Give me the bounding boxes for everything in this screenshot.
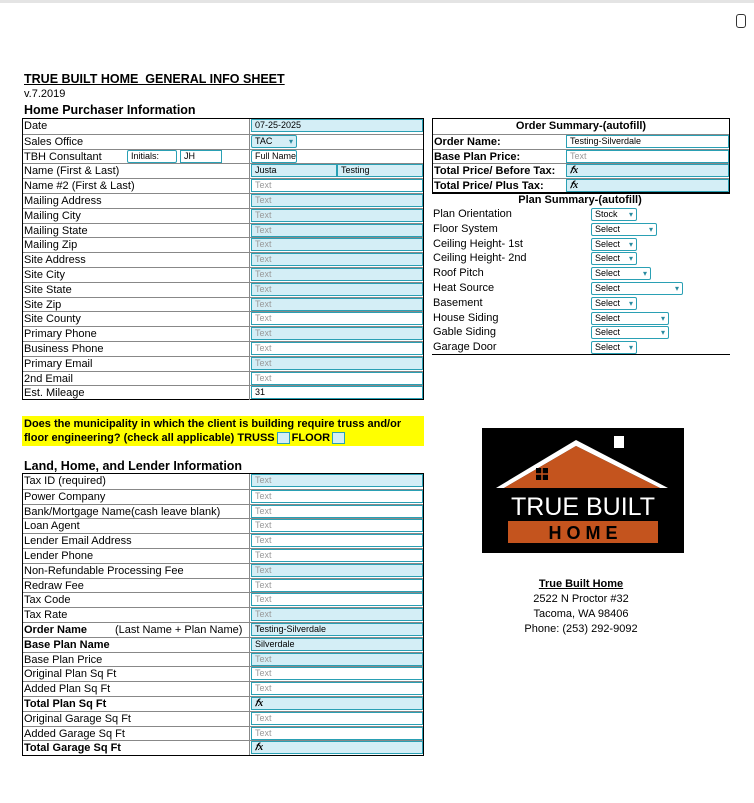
land-row [23, 474, 423, 489]
plan-row-label: Heat Source [433, 282, 495, 294]
purchaser-row-label: Primary Phone [24, 328, 97, 341]
land-row-label: Redraw Fee [24, 579, 84, 592]
purchaser-field[interactable]: Justa [251, 164, 337, 177]
purchaser-row [23, 385, 423, 400]
plan-select[interactable]: Select ▾ [591, 238, 637, 251]
order-summary-title: Order Summary-(autofill) [515, 120, 647, 132]
land-row-label: Power Company [24, 490, 106, 503]
purchaser-row [23, 356, 423, 371]
purchaser-row-label: Mailing City [24, 209, 81, 222]
purchaser-field[interactable]: Text [251, 238, 423, 251]
plan-summary [432, 192, 730, 355]
land-row [23, 518, 423, 533]
plan-select[interactable]: Select ▾ [591, 326, 669, 339]
purchaser-field[interactable]: Text [251, 342, 423, 355]
purchaser-row [23, 223, 423, 238]
plan-select[interactable]: Select ▾ [591, 282, 683, 295]
purchaser-row-label: 2nd Email [24, 372, 73, 385]
purchaser-field[interactable]: Full Name [251, 150, 297, 163]
plan-select[interactable]: Select ▾ [591, 267, 651, 280]
land-row [23, 652, 423, 667]
purchaser-field[interactable]: Text [251, 327, 423, 340]
land-row-label: Non-Refundable Processing Fee [24, 564, 184, 577]
land-row-label: Base Plan Name [24, 638, 110, 651]
purchaser-row [23, 178, 423, 193]
land-field[interactable]: Text [251, 667, 423, 680]
purchaser-row-label: Est. Mileage [24, 387, 85, 400]
plan-select[interactable]: Select ▾ [591, 297, 637, 310]
purchaser-row-label: Business Phone [24, 343, 104, 355]
plan-row-label: Floor System [433, 222, 498, 235]
land-row [23, 711, 423, 726]
land-row [23, 548, 423, 563]
purchaser-row-label: TBH Consultant [24, 150, 102, 163]
plan-row-label: Basement [433, 296, 483, 309]
plan-row [432, 251, 728, 266]
plan-select[interactable]: Select ▾ [591, 312, 669, 325]
purchaser-row [23, 237, 423, 252]
land-row-label-extra: (Last Name + Plan Name) [115, 624, 243, 636]
purchaser-field[interactable]: Text [251, 253, 423, 266]
purchaser-field[interactable]: Text [251, 224, 423, 237]
purchaser-table [22, 118, 424, 400]
land-row [23, 637, 423, 652]
land-field[interactable]: Text [251, 564, 423, 577]
plan-row [432, 281, 728, 296]
order-field[interactable]: 𝑓x [566, 179, 729, 192]
land-row [23, 666, 423, 681]
land-row-label: Added Garage Sq Ft [24, 727, 125, 740]
logo-text-bottom: H O M E [548, 523, 618, 543]
plan-row [432, 222, 728, 237]
purchaser-row-label: Site City [24, 269, 65, 281]
purchaser-row-label: Name (First & Last) [24, 165, 120, 178]
plan-select[interactable]: Select ▾ [591, 341, 637, 354]
purchaser-row-label: Primary Email [24, 357, 93, 370]
land-row-label: Tax Rate [24, 609, 68, 622]
company-city: Tacoma, WA 98406 [533, 608, 629, 620]
initials-label: Initials: [127, 150, 177, 163]
purchaser-row-label: Mailing Zip [24, 239, 78, 252]
land-field[interactable]: 𝑓x [251, 697, 423, 710]
initials-input[interactable]: JH [180, 150, 222, 163]
purchaser-field[interactable]: Text [251, 179, 423, 192]
land-field[interactable]: Testing-Silverdale [251, 623, 423, 636]
plan-row [432, 296, 728, 311]
plan-select[interactable]: Select ▾ [591, 223, 657, 236]
purchaser-row [23, 326, 423, 341]
order-field[interactable]: Text [566, 150, 729, 163]
land-row [23, 578, 423, 593]
truss-label: TRUSS [237, 432, 275, 444]
plan-row [432, 325, 728, 340]
land-row [23, 607, 423, 622]
land-row [23, 740, 423, 755]
land-field[interactable]: Text [251, 682, 423, 695]
land-row [23, 622, 423, 637]
land-field[interactable]: Text [251, 653, 423, 666]
truss-checkbox[interactable] [277, 432, 290, 444]
order-summary [432, 118, 730, 194]
purchaser-field[interactable]: Text [251, 283, 423, 296]
land-row-label: Tax Code [24, 594, 71, 607]
purchaser-row [23, 208, 423, 223]
purchaser-field[interactable]: Text [251, 298, 423, 311]
land-row-label: Tax ID (required) [24, 475, 106, 487]
land-field[interactable]: Text [251, 712, 423, 725]
land-row [23, 533, 423, 548]
purchaser-heading: Home Purchaser Information [24, 103, 196, 117]
purchaser-row [23, 149, 423, 164]
purchaser-row [23, 134, 423, 149]
plan-row-label: Ceiling Height- 2nd [433, 252, 527, 265]
land-row-label: Original Garage Sq Ft [24, 712, 131, 725]
purchaser-row [23, 252, 423, 267]
purchaser-field[interactable]: Text [251, 372, 423, 385]
purchaser-row-label: Sales Office [24, 135, 84, 148]
purchaser-row-label: Mailing Address [24, 195, 102, 207]
logo-text-top: TRUE BUILT [511, 493, 655, 521]
land-row [23, 504, 423, 519]
purchaser-field[interactable]: Text [251, 209, 423, 222]
land-field[interactable]: Silverdale [251, 638, 423, 651]
order-row-label: Total Price/ Plus Tax: [434, 180, 544, 193]
land-row-label: Total Plan Sq Ft [24, 698, 107, 710]
purchaser-row [23, 267, 423, 282]
land-row-label: Lender Phone [24, 550, 94, 562]
land-field[interactable]: Text [251, 579, 423, 592]
purchaser-row-label: Site County [24, 313, 81, 326]
purchaser-row [23, 371, 423, 386]
order-field[interactable]: 𝑓x [566, 164, 729, 177]
purchaser-field[interactable]: TAC ▾ [251, 135, 297, 148]
land-row [23, 563, 423, 578]
purchaser-row-label: Site Zip [24, 298, 62, 311]
land-row-label: Base Plan Price [24, 653, 103, 666]
plan-row-label: Gable Siding [433, 326, 496, 339]
purchaser-row-label: Name #2 (First & Last) [24, 180, 135, 193]
company-logo [482, 428, 684, 553]
purchaser-row [23, 193, 423, 208]
plan-row-label: Garage Door [433, 341, 497, 354]
purchaser-row [23, 282, 423, 297]
plan-select[interactable]: Select ▾ [591, 252, 637, 265]
purchaser-field[interactable]: Text [251, 357, 423, 370]
purchaser-row-label: Site State [24, 283, 72, 296]
purchaser-field[interactable]: Text [251, 268, 423, 281]
land-row-label: Bank/Mortgage Name(cash leave blank) [24, 505, 221, 518]
plan-row [432, 340, 728, 355]
land-field[interactable]: Text [251, 505, 423, 518]
plan-row-label: Ceiling Height- 1st [433, 237, 523, 250]
land-row-label: Loan Agent [24, 520, 80, 533]
land-row [23, 696, 423, 711]
plan-row-label: House Siding [433, 311, 499, 324]
land-field[interactable]: Text [251, 593, 423, 606]
land-row-label: Original Plan Sq Ft [24, 668, 117, 681]
floor-checkbox[interactable] [332, 432, 345, 444]
land-row [23, 489, 423, 504]
truss-question: Does the municipality in which the client is building require truss and/or floor engineering? (check all applicable) [24, 418, 402, 444]
purchaser-row [23, 311, 423, 326]
land-row [23, 726, 423, 741]
purchaser-field[interactable]: 31 [251, 386, 423, 399]
floor-label: FLOOR [291, 432, 331, 444]
purchaser-row-label: Date [24, 120, 48, 132]
order-row-label: Total Price/ Before Tax: [434, 165, 556, 178]
land-row [23, 681, 423, 696]
purchaser-field[interactable]: 07-25-2025 [251, 119, 423, 132]
plan-row [432, 311, 728, 326]
order-row [433, 178, 729, 193]
plan-row [432, 207, 728, 222]
purchaser-row [23, 341, 423, 356]
purchaser-row-label: Site Address [24, 254, 86, 267]
plan-row [432, 237, 728, 252]
land-field[interactable]: 𝑓x [251, 741, 423, 754]
order-row [433, 163, 729, 178]
order-row-label: Order Name: [434, 136, 501, 148]
land-field[interactable]: Text [251, 519, 423, 532]
order-row-label: Base Plan Price: [434, 150, 521, 163]
purchaser-field[interactable]: Text [251, 194, 423, 207]
top-bar [0, 0, 754, 3]
land-row-label: Order Name [24, 624, 87, 636]
land-field[interactable]: Text [251, 608, 423, 621]
plan-summary-title: Plan Summary-(autofill) [518, 194, 642, 206]
land-field[interactable]: Text [251, 534, 423, 547]
purchaser-row [23, 119, 423, 134]
plan-row-label: Plan Orientation [433, 208, 512, 220]
company-name: True Built Home [538, 578, 624, 590]
version-label: v.7.2019 [24, 88, 66, 100]
company-street: 2522 N Proctor #32 [533, 593, 629, 605]
purchaser-row [23, 163, 423, 178]
last-name-input[interactable]: Testing [337, 164, 423, 177]
order-field[interactable]: Testing-Silverdale [566, 135, 729, 148]
land-table [22, 473, 424, 756]
land-field[interactable]: Text [251, 549, 423, 562]
company-phone: Phone: (253) 292-9092 [524, 623, 638, 635]
land-field[interactable]: Text [251, 490, 423, 503]
plan-select[interactable]: Stock ▾ [591, 208, 637, 221]
plan-row-label: Roof Pitch [433, 267, 484, 280]
order-row [433, 134, 729, 149]
land-row-label: Total Garage Sq Ft [24, 742, 121, 755]
scrollbar-thumb[interactable] [736, 14, 746, 28]
land-row-label: Lender Email Address [24, 535, 132, 548]
purchaser-row [23, 297, 423, 312]
land-field[interactable]: Text [251, 474, 423, 487]
purchaser-row-label: Mailing State [24, 224, 88, 237]
land-row [23, 592, 423, 607]
land-heading: Land, Home, and Lender Information [24, 459, 243, 473]
land-field[interactable]: Text [251, 727, 423, 740]
land-row-label: Added Plan Sq Ft [24, 683, 111, 696]
order-row [433, 149, 729, 164]
purchaser-field[interactable]: Text [251, 312, 423, 325]
truss-question-box [22, 416, 424, 446]
page-title: TRUE BUILT HOME GENERAL INFO SHEET [24, 72, 285, 86]
plan-row [432, 266, 728, 281]
